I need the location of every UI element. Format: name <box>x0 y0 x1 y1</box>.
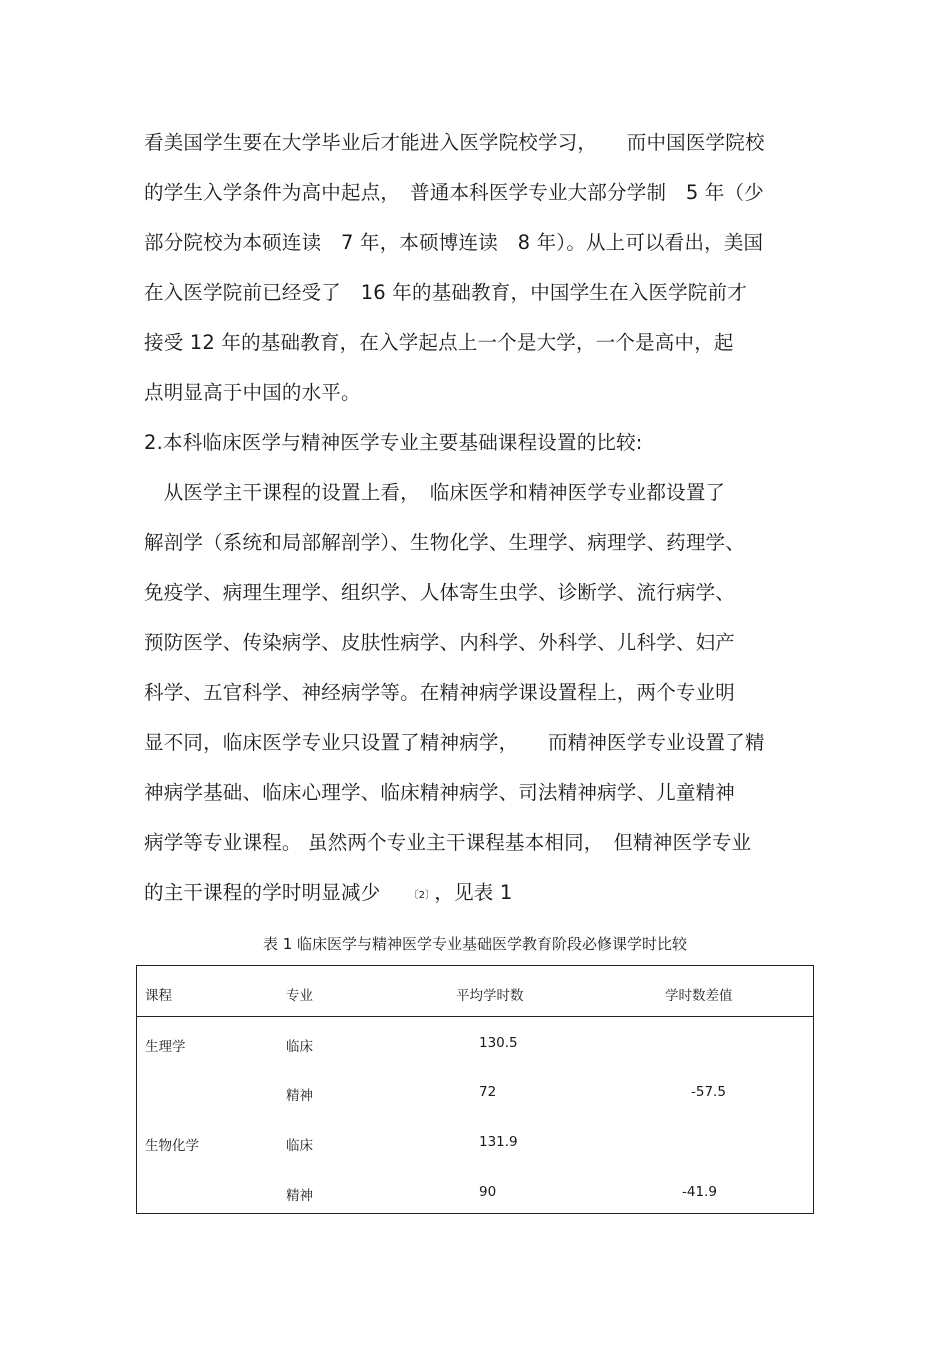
body-line: 的学生入学条件为高中起点， 普通本科医学专业大部分学制 5 年（少 <box>144 181 764 204</box>
table-cell: 生理学 <box>145 1039 186 1055</box>
body-line: 看美国学生要在大学毕业后才能进入医学院校学习， 而中国医学院校 <box>144 131 765 154</box>
citation-ref: 〔2〕 <box>408 890 431 901</box>
body-line: 病学等专业课程。 虽然两个专业主干课程基本相同， 但精神医学专业 <box>144 831 752 854</box>
table-cell: 130.5 <box>479 1035 518 1051</box>
table-header: 课程 <box>145 988 172 1004</box>
body-line: 免疫学、病理生理学、组织学、人体寄生虫学、诊断学、流行病学、 <box>144 581 736 604</box>
body-line: 在入医学院前已经受了 16 年的基础教育，中国学生在入医学院前才 <box>144 281 747 304</box>
body-text: ，见表 1 <box>434 881 513 904</box>
body-line: 预防医学、传染病学、皮肤性病学、内科学、外科学、儿科学、妇产 <box>144 631 736 654</box>
data-table <box>136 965 814 1214</box>
body-text: 的主干课程的学时明显减少 <box>144 881 381 904</box>
table-cell: 131.9 <box>479 1134 518 1150</box>
table-cell: 精神 <box>286 1088 313 1104</box>
table-cell: -41.9 <box>682 1184 717 1200</box>
body-line: 解剖学（系统和局部解剖学）、生物化学、生理学、病理学、药理学、 <box>144 531 745 554</box>
body-line: 显不同，临床医学专业只设置了精神病学， 而精神医学专业设置了精 <box>144 731 765 754</box>
table-cell: 72 <box>479 1084 497 1100</box>
table-header: 学时数差值 <box>665 988 733 1004</box>
body-line: 从医学主干课程的设置上看， 临床医学和精神医学专业都设置了 <box>144 481 726 504</box>
table-cell: 生物化学 <box>145 1138 199 1154</box>
section-heading: 2.本科临床医学与精神医学专业主要基础课程设置的比较: <box>144 431 643 454</box>
table-cell: 临床 <box>286 1039 313 1055</box>
body-line: 部分院校为本硕连读 7 年，本硕博连读 8 年）。从上可以看出，美国 <box>144 231 764 254</box>
body-line: 点明显高于中国的水平。 <box>144 381 361 404</box>
body-line: 科学、五官科学、神经病学等。在精神病学课设置程上，两个专业明 <box>144 681 736 704</box>
body-line: 神病学基础、临床心理学、临床精神病学、司法精神病学、儿童精神 <box>144 781 736 804</box>
table-cell: 临床 <box>286 1138 313 1154</box>
header-divider <box>137 1016 813 1017</box>
table-cell: 精神 <box>286 1188 313 1204</box>
table-cell: -57.5 <box>691 1084 726 1100</box>
body-line: 接受 12 年的基础教育，在入学起点上一个是大学，一个是高中，起 <box>144 331 734 354</box>
table-cell: 90 <box>479 1184 497 1200</box>
body-line-with-citation <box>144 883 512 903</box>
table-header: 专业 <box>286 988 313 1004</box>
table-header: 平均学时数 <box>456 988 524 1004</box>
table-caption: 表 1 临床医学与精神医学专业基础医学教育阶段必修课学时比较 <box>262 935 688 953</box>
